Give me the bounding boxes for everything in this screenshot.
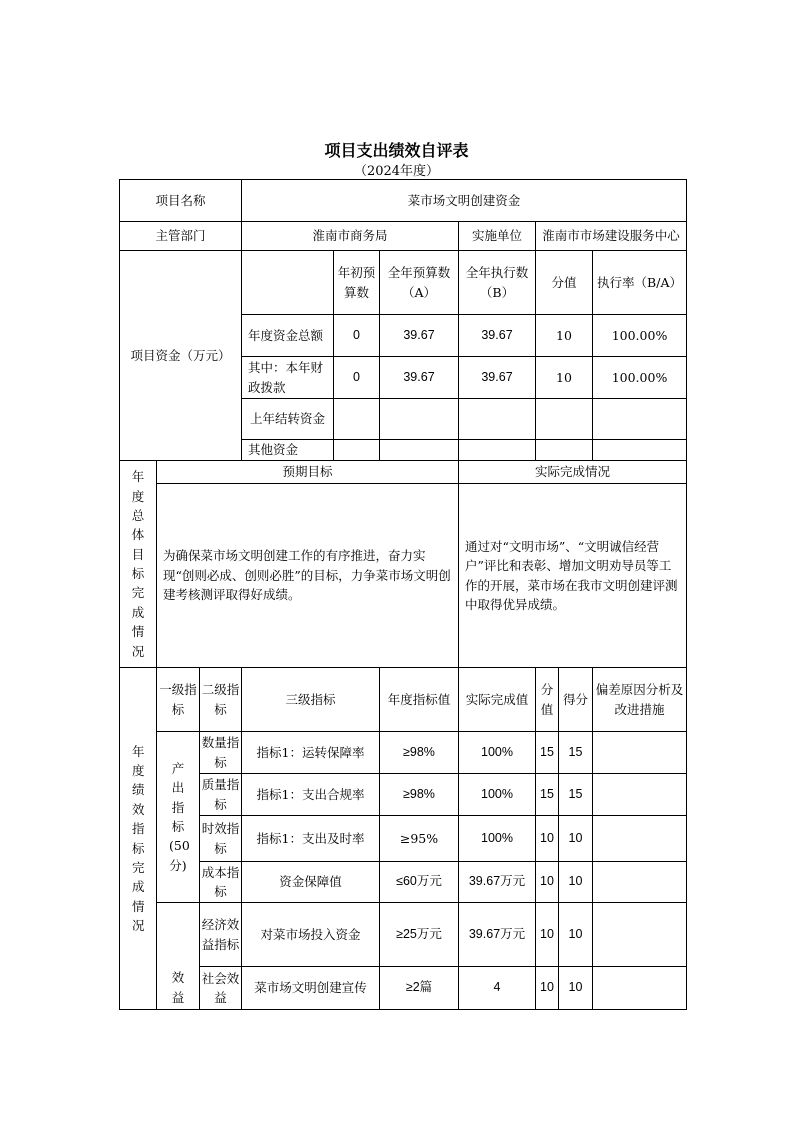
ind-target: ≤60万元 — [380, 862, 459, 903]
goals-expected-text: 为确保菜市场文明创建工作的有序推进，奋力实现“创则必成、创则必胜”的目标，力争菜市场文明创建考核测评取得好成绩。 — [157, 484, 459, 668]
ind-target: ≥25万元 — [380, 903, 459, 967]
fund-row-annual — [380, 399, 459, 440]
ind-target: ≥98% — [380, 732, 459, 774]
fund-header-annual: 全年预算数（A） — [380, 251, 459, 315]
ind-header-level2: 二级指标 — [200, 668, 242, 732]
indicator-row — [120, 732, 687, 774]
ind-weight: 10 — [536, 816, 559, 862]
ind-header-weight: 分值 — [536, 668, 559, 732]
ind-deviation — [593, 732, 687, 774]
indicator-row — [120, 774, 687, 816]
fund-row-label: 上年结转资金 — [242, 399, 334, 440]
ind-weight: 10 — [536, 903, 559, 967]
dept-value: 淮南市商务局 — [242, 222, 459, 251]
ind-score: 10 — [559, 903, 593, 967]
ind-level3: 指标1：支出及时率 — [242, 816, 380, 862]
fund-row-weight: 10 — [536, 357, 593, 399]
fund-header-rate: 执行率（B/A） — [593, 251, 687, 315]
project-name-label: 项目名称 — [120, 180, 242, 222]
ind-score: 10 — [559, 816, 593, 862]
fund-label: 项目资金（万元） — [120, 251, 242, 461]
fund-header-exec: 全年执行数（B） — [459, 251, 536, 315]
ind-deviation — [593, 774, 687, 816]
fund-header-weight: 分值 — [536, 251, 593, 315]
fund-row-annual: 39.67 — [380, 357, 459, 399]
fund-row-weight — [536, 440, 593, 461]
fund-row-weight: 10 — [536, 315, 593, 357]
fund-row-exec: 39.67 — [459, 315, 536, 357]
ind-level2: 质量指标 — [200, 774, 242, 816]
ind-actual: 4 — [459, 967, 536, 1010]
fund-row-initial: 0 — [334, 315, 380, 357]
ind-header-actual: 实际完成值 — [459, 668, 536, 732]
ind-score: 15 — [559, 732, 593, 774]
indicators-side-label: 年度绩效指标完成情况 — [120, 668, 157, 1010]
ind-level2: 时效指标 — [200, 816, 242, 862]
ind-header-deviation: 偏差原因分析及改进措施 — [593, 668, 687, 732]
goals-expected-header: 预期目标 — [157, 461, 459, 484]
indicator-row — [120, 862, 687, 903]
project-name-row — [120, 180, 687, 222]
goals-side-label: 年度总体目标完成情况 — [120, 461, 157, 668]
ind-weight: 15 — [536, 774, 559, 816]
ind-deviation — [593, 816, 687, 862]
ind-deviation — [593, 862, 687, 903]
document-title: 项目支出绩效自评表 — [324, 141, 469, 160]
ind-level3: 菜市场文明创建宣传 — [242, 967, 380, 1010]
performance-table — [119, 179, 687, 1010]
fund-header-initial: 年初预算数 — [334, 251, 380, 315]
ind-level2: 数量指标 — [200, 732, 242, 774]
ind-weight: 15 — [536, 732, 559, 774]
ind-header-level3: 三级指标 — [242, 668, 380, 732]
ind-header-level1: 一级指标 — [157, 668, 200, 732]
ind-target: ≥95% — [380, 816, 459, 862]
goals-content-row — [120, 484, 687, 668]
goals-actual-text: 通过对“文明市场”、“文明诚信经营户”评比和表彰、增加文明劝导员等工作的开展，菜市场在我市文明创建评测中取得优异成绩。 — [459, 484, 687, 668]
fund-row-label: 年度资金总额 — [242, 315, 334, 357]
ind-deviation — [593, 967, 687, 1010]
indicator-header-row — [120, 668, 687, 732]
ind-actual: 100% — [459, 816, 536, 862]
ind-weight: 10 — [536, 862, 559, 903]
ind-target: ≥2篇 — [380, 967, 459, 1010]
benefit-indicator-label: 效益 — [157, 903, 200, 1010]
fund-row-weight — [536, 399, 593, 440]
ind-header-score: 得分 — [559, 668, 593, 732]
goals-header-row — [120, 461, 687, 484]
ind-deviation — [593, 903, 687, 967]
ind-actual: 39.67万元 — [459, 862, 536, 903]
fund-row-initial: 0 — [334, 357, 380, 399]
ind-weight: 10 — [536, 967, 559, 1010]
fund-row-rate — [593, 440, 687, 461]
ind-header-target: 年度指标值 — [380, 668, 459, 732]
fund-row-label: 其中：本年财政拨款 — [242, 357, 334, 399]
fund-header-row — [120, 251, 687, 315]
fund-row-rate: 100.00% — [593, 315, 687, 357]
fund-row-initial — [334, 440, 380, 461]
fund-header-blank — [242, 251, 334, 315]
fund-row-annual — [380, 440, 459, 461]
fund-row-initial — [334, 399, 380, 440]
ind-actual: 100% — [459, 774, 536, 816]
ind-level3: 对菜市场投入资金 — [242, 903, 380, 967]
goals-actual-header: 实际完成情况 — [459, 461, 687, 484]
indicator-row — [120, 903, 687, 967]
indicator-row — [120, 967, 687, 1010]
ind-level2: 社会效益 — [200, 967, 242, 1010]
fund-row-label: 其他资金 — [242, 440, 334, 461]
ind-level3: 指标1：运转保障率 — [242, 732, 380, 774]
dept-label: 主管部门 — [120, 222, 242, 251]
document-subtitle: （2024年度） — [353, 164, 440, 179]
impl-label: 实施单位 — [459, 222, 536, 251]
ind-level3: 指标1：支出合规率 — [242, 774, 380, 816]
ind-level2: 成本指标 — [200, 862, 242, 903]
impl-value: 淮南市市场建设服务中心 — [536, 222, 687, 251]
ind-level3: 资金保障值 — [242, 862, 380, 903]
indicator-row — [120, 816, 687, 862]
ind-target: ≥98% — [380, 774, 459, 816]
fund-row-rate — [593, 399, 687, 440]
fund-row-rate: 100.00% — [593, 357, 687, 399]
project-name-value: 菜市场文明创建资金 — [242, 180, 687, 222]
ind-level2: 经济效益指标 — [200, 903, 242, 967]
department-row — [120, 222, 687, 251]
fund-row-exec: 39.67 — [459, 357, 536, 399]
ind-score: 10 — [559, 862, 593, 903]
ind-actual: 39.67万元 — [459, 903, 536, 967]
fund-row-exec — [459, 440, 536, 461]
ind-score: 15 — [559, 774, 593, 816]
fund-row-exec — [459, 399, 536, 440]
output-indicator-label: 产出指标(50分) — [157, 732, 200, 903]
ind-actual: 100% — [459, 732, 536, 774]
fund-row-annual: 39.67 — [380, 315, 459, 357]
ind-score: 10 — [559, 967, 593, 1010]
